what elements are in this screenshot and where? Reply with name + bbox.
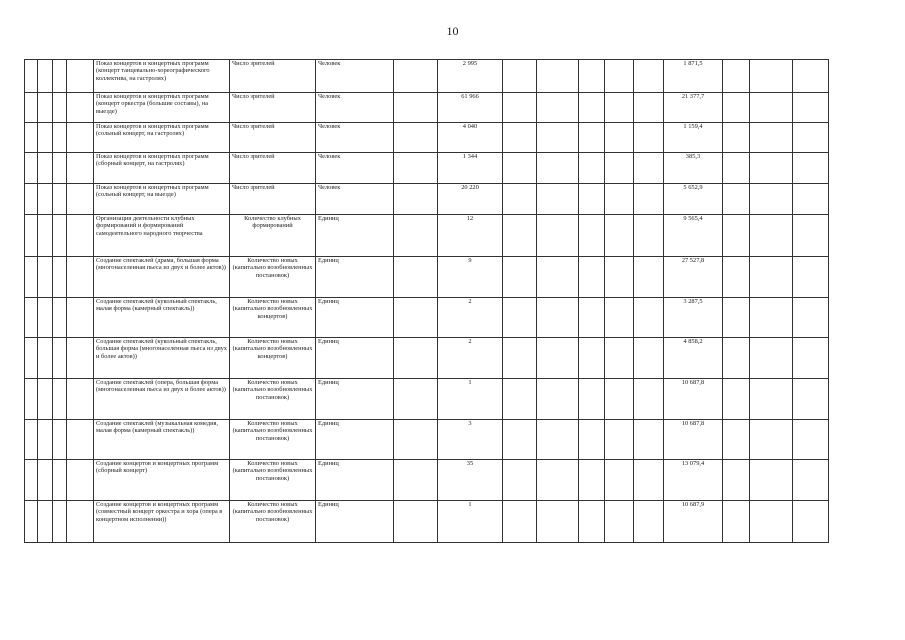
empty-cell (605, 420, 634, 460)
empty-cell (579, 298, 605, 338)
volume-value-cell: 20 220 (438, 184, 503, 215)
empty-cell (605, 379, 634, 420)
empty-cell (38, 123, 53, 153)
empty-cell (38, 298, 53, 338)
empty-cell (67, 184, 94, 215)
volume-value-cell: 2 (438, 338, 503, 379)
empty-cell (394, 379, 438, 420)
empty-cell (634, 298, 664, 338)
empty-cell (394, 60, 438, 93)
empty-cell (723, 460, 750, 501)
measure-unit-cell: Единиц (316, 215, 394, 257)
empty-cell (394, 257, 438, 298)
empty-cell (503, 338, 537, 379)
measure-unit-cell: Человек (316, 60, 394, 93)
measure-unit-cell: Человек (316, 123, 394, 153)
amount-cell: 4 858,2 (664, 338, 723, 379)
empty-cell (723, 215, 750, 257)
empty-cell (394, 93, 438, 123)
empty-cell (537, 460, 579, 501)
table-row (25, 420, 829, 460)
indicator-cell: Количество новых (капитально возобновленных постановок) (230, 379, 316, 420)
measure-unit-cell: Человек (316, 153, 394, 184)
empty-cell (579, 257, 605, 298)
empty-cell (503, 298, 537, 338)
empty-cell (793, 501, 829, 543)
empty-cell (793, 215, 829, 257)
table-row (25, 93, 829, 123)
empty-cell (25, 501, 38, 543)
table-row (25, 460, 829, 501)
service-name-cell: Создание спектаклей (музыкальная комедия, малая форма (камерный спектакль)) (94, 420, 230, 460)
empty-cell (793, 123, 829, 153)
table-row (25, 257, 829, 298)
empty-cell (25, 93, 38, 123)
empty-cell (67, 338, 94, 379)
empty-cell (750, 338, 793, 379)
volume-value-cell: 1 (438, 379, 503, 420)
empty-cell (537, 153, 579, 184)
volume-value-cell: 9 (438, 257, 503, 298)
empty-cell (793, 379, 829, 420)
service-name-cell: Создание спектаклей (опера, большая форма (многонаселенная пьеса из двух и более актов)) (94, 379, 230, 420)
empty-cell (537, 215, 579, 257)
empty-cell (394, 501, 438, 543)
service-name-cell: Создание концертов и концертных программ (совместный концерт оркестра и хора (опера в концертном исполнении)) (94, 501, 230, 543)
table-row (25, 60, 829, 93)
empty-cell (67, 153, 94, 184)
volume-value-cell: 12 (438, 215, 503, 257)
empty-cell (793, 338, 829, 379)
empty-cell (38, 215, 53, 257)
empty-cell (793, 153, 829, 184)
empty-cell (605, 338, 634, 379)
empty-cell (579, 420, 605, 460)
empty-cell (67, 379, 94, 420)
measure-unit-cell: Единиц (316, 338, 394, 379)
empty-cell (53, 184, 67, 215)
empty-cell (634, 379, 664, 420)
empty-cell (394, 184, 438, 215)
empty-cell (394, 420, 438, 460)
service-name-cell: Организация деятельности клубных формирований и формирований самодеятельного народного творчества (94, 215, 230, 257)
empty-cell (750, 501, 793, 543)
indicator-cell: Количество новых (капитально возобновленных постановок) (230, 257, 316, 298)
empty-cell (723, 257, 750, 298)
table-row (25, 184, 829, 215)
service-name-cell: Создание спектаклей (драма, большая форма (многонаселенная пьеса из двух и более актов)) (94, 257, 230, 298)
empty-cell (750, 60, 793, 93)
empty-cell (67, 257, 94, 298)
empty-cell (605, 460, 634, 501)
empty-cell (605, 298, 634, 338)
empty-cell (537, 123, 579, 153)
empty-cell (579, 379, 605, 420)
empty-cell (723, 184, 750, 215)
amount-cell: 1 871,5 (664, 60, 723, 93)
empty-cell (579, 123, 605, 153)
indicator-cell: Число зрителей (230, 153, 316, 184)
empty-cell (634, 215, 664, 257)
empty-cell (67, 298, 94, 338)
amount-cell: 13 079,4 (664, 460, 723, 501)
measure-unit-cell: Единиц (316, 379, 394, 420)
empty-cell (579, 338, 605, 379)
empty-cell (723, 338, 750, 379)
empty-cell (53, 420, 67, 460)
amount-cell: 21 377,7 (664, 93, 723, 123)
empty-cell (723, 298, 750, 338)
empty-cell (503, 184, 537, 215)
empty-cell (750, 420, 793, 460)
volume-value-cell: 2 (438, 298, 503, 338)
empty-cell (394, 153, 438, 184)
indicator-cell: Количество новых (капитально возобновленных постановок) (230, 460, 316, 501)
empty-cell (38, 153, 53, 184)
empty-cell (793, 298, 829, 338)
empty-cell (53, 215, 67, 257)
service-name-cell: Создание спектаклей (кукольный спектакль, большая форма (многонаселенная пьеса из двух и более актов)) (94, 338, 230, 379)
empty-cell (503, 60, 537, 93)
indicator-cell: Количество клубных формирований (230, 215, 316, 257)
volume-value-cell: 35 (438, 460, 503, 501)
measure-unit-cell: Единиц (316, 257, 394, 298)
empty-cell (394, 460, 438, 501)
empty-cell (53, 153, 67, 184)
empty-cell (53, 257, 67, 298)
empty-cell (634, 460, 664, 501)
table-row (25, 338, 829, 379)
empty-cell (793, 257, 829, 298)
empty-cell (53, 338, 67, 379)
empty-cell (394, 338, 438, 379)
empty-cell (793, 60, 829, 93)
empty-cell (67, 215, 94, 257)
empty-cell (38, 60, 53, 93)
measure-unit-cell: Человек (316, 93, 394, 123)
table-row (25, 501, 829, 543)
empty-cell (503, 420, 537, 460)
indicator-cell: Число зрителей (230, 184, 316, 215)
service-name-cell: Создание концертов и концертных программ (сборный концерт) (94, 460, 230, 501)
volume-value-cell: 3 (438, 420, 503, 460)
empty-cell (25, 184, 38, 215)
empty-cell (67, 460, 94, 501)
empty-cell (750, 184, 793, 215)
amount-cell: 10 687,9 (664, 501, 723, 543)
empty-cell (503, 257, 537, 298)
table-row (25, 379, 829, 420)
empty-cell (537, 379, 579, 420)
empty-cell (38, 184, 53, 215)
empty-cell (67, 93, 94, 123)
empty-cell (634, 257, 664, 298)
empty-cell (605, 184, 634, 215)
empty-cell (579, 215, 605, 257)
empty-cell (25, 338, 38, 379)
amount-cell: 5 652,9 (664, 184, 723, 215)
amount-cell: 10 687,8 (664, 420, 723, 460)
empty-cell (537, 501, 579, 543)
empty-cell (750, 93, 793, 123)
indicator-cell: Число зрителей (230, 123, 316, 153)
empty-cell (537, 257, 579, 298)
empty-cell (750, 123, 793, 153)
empty-cell (750, 460, 793, 501)
table-row (25, 153, 829, 184)
empty-cell (793, 93, 829, 123)
measure-unit-cell: Единиц (316, 460, 394, 501)
empty-cell (25, 257, 38, 298)
empty-cell (634, 153, 664, 184)
empty-cell (605, 60, 634, 93)
empty-cell (605, 153, 634, 184)
empty-cell (503, 215, 537, 257)
empty-cell (38, 338, 53, 379)
empty-cell (723, 60, 750, 93)
volume-value-cell: 61 966 (438, 93, 503, 123)
empty-cell (579, 93, 605, 123)
amount-cell: 3 287,5 (664, 298, 723, 338)
empty-cell (537, 338, 579, 379)
empty-cell (25, 379, 38, 420)
empty-cell (723, 123, 750, 153)
empty-cell (25, 420, 38, 460)
budget-table (24, 59, 829, 543)
empty-cell (38, 420, 53, 460)
volume-value-cell: 4 040 (438, 123, 503, 153)
empty-cell (634, 93, 664, 123)
empty-cell (53, 379, 67, 420)
service-name-cell: Создание спектаклей (кукольный спектакль, малая форма (камерный спектакль)) (94, 298, 230, 338)
empty-cell (67, 501, 94, 543)
volume-value-cell: 2 995 (438, 60, 503, 93)
empty-cell (634, 123, 664, 153)
empty-cell (579, 60, 605, 93)
service-name-cell: Показ концертов и концертных программ (сборный концерт, на гастролях) (94, 153, 230, 184)
empty-cell (634, 184, 664, 215)
empty-cell (579, 153, 605, 184)
empty-cell (67, 420, 94, 460)
empty-cell (537, 298, 579, 338)
empty-cell (67, 123, 94, 153)
empty-cell (605, 123, 634, 153)
table-row (25, 215, 829, 257)
table-row (25, 123, 829, 153)
empty-cell (723, 93, 750, 123)
empty-cell (25, 298, 38, 338)
empty-cell (537, 184, 579, 215)
empty-cell (503, 460, 537, 501)
empty-cell (750, 153, 793, 184)
empty-cell (503, 93, 537, 123)
indicator-cell: Число зрителей (230, 60, 316, 93)
empty-cell (634, 420, 664, 460)
empty-cell (537, 420, 579, 460)
empty-cell (53, 93, 67, 123)
empty-cell (537, 93, 579, 123)
empty-cell (25, 215, 38, 257)
empty-cell (25, 460, 38, 501)
indicator-cell: Количество новых (капитально возобновленных концертов) (230, 298, 316, 338)
empty-cell (579, 184, 605, 215)
empty-cell (634, 60, 664, 93)
amount-cell: 385,3 (664, 153, 723, 184)
empty-cell (38, 379, 53, 420)
empty-cell (394, 215, 438, 257)
service-name-cell: Показ концертов и концертных программ (сольный концерт, на гастролях) (94, 123, 230, 153)
empty-cell (579, 501, 605, 543)
empty-cell (503, 153, 537, 184)
empty-cell (53, 460, 67, 501)
empty-cell (723, 420, 750, 460)
empty-cell (503, 379, 537, 420)
indicator-cell: Количество новых (капитально возобновленных постановок) (230, 420, 316, 460)
empty-cell (605, 501, 634, 543)
empty-cell (537, 60, 579, 93)
empty-cell (605, 215, 634, 257)
empty-cell (53, 60, 67, 93)
empty-cell (38, 257, 53, 298)
service-name-cell: Показ концертов и концертных программ (сольный концерт, на выезде) (94, 184, 230, 215)
empty-cell (25, 60, 38, 93)
empty-cell (723, 501, 750, 543)
empty-cell (503, 123, 537, 153)
amount-cell: 10 687,8 (664, 379, 723, 420)
empty-cell (605, 257, 634, 298)
amount-cell: 9 565,4 (664, 215, 723, 257)
empty-cell (793, 420, 829, 460)
measure-unit-cell: Человек (316, 184, 394, 215)
empty-cell (750, 379, 793, 420)
service-name-cell: Показ концертов и концертных программ (концерт оркестра (большие составы), на выезде) (94, 93, 230, 123)
empty-cell (38, 501, 53, 543)
volume-value-cell: 1 (438, 501, 503, 543)
table-row (25, 298, 829, 338)
empty-cell (38, 460, 53, 501)
empty-cell (53, 501, 67, 543)
empty-cell (579, 460, 605, 501)
indicator-cell: Количество новых (капитально возобновленных постановок) (230, 501, 316, 543)
empty-cell (394, 123, 438, 153)
empty-cell (67, 60, 94, 93)
volume-value-cell: 1 344 (438, 153, 503, 184)
empty-cell (25, 123, 38, 153)
empty-cell (723, 379, 750, 420)
empty-cell (750, 257, 793, 298)
empty-cell (634, 501, 664, 543)
empty-cell (793, 184, 829, 215)
empty-cell (723, 153, 750, 184)
amount-cell: 1 159,4 (664, 123, 723, 153)
amount-cell: 27 527,8 (664, 257, 723, 298)
indicator-cell: Число зрителей (230, 93, 316, 123)
empty-cell (38, 93, 53, 123)
empty-cell (634, 338, 664, 379)
empty-cell (793, 460, 829, 501)
measure-unit-cell: Единиц (316, 420, 394, 460)
page-number: 10 (446, 24, 459, 38)
indicator-cell: Количество новых (капитально возобновленных концертов) (230, 338, 316, 379)
empty-cell (503, 501, 537, 543)
measure-unit-cell: Единиц (316, 298, 394, 338)
empty-cell (605, 93, 634, 123)
service-name-cell: Показ концертов и концертных программ (концерт танцевально-хореографического коллектива, на гастролях) (94, 60, 230, 93)
measure-unit-cell: Единиц (316, 501, 394, 543)
empty-cell (25, 153, 38, 184)
empty-cell (750, 298, 793, 338)
empty-cell (394, 298, 438, 338)
empty-cell (750, 215, 793, 257)
empty-cell (53, 123, 67, 153)
empty-cell (53, 298, 67, 338)
